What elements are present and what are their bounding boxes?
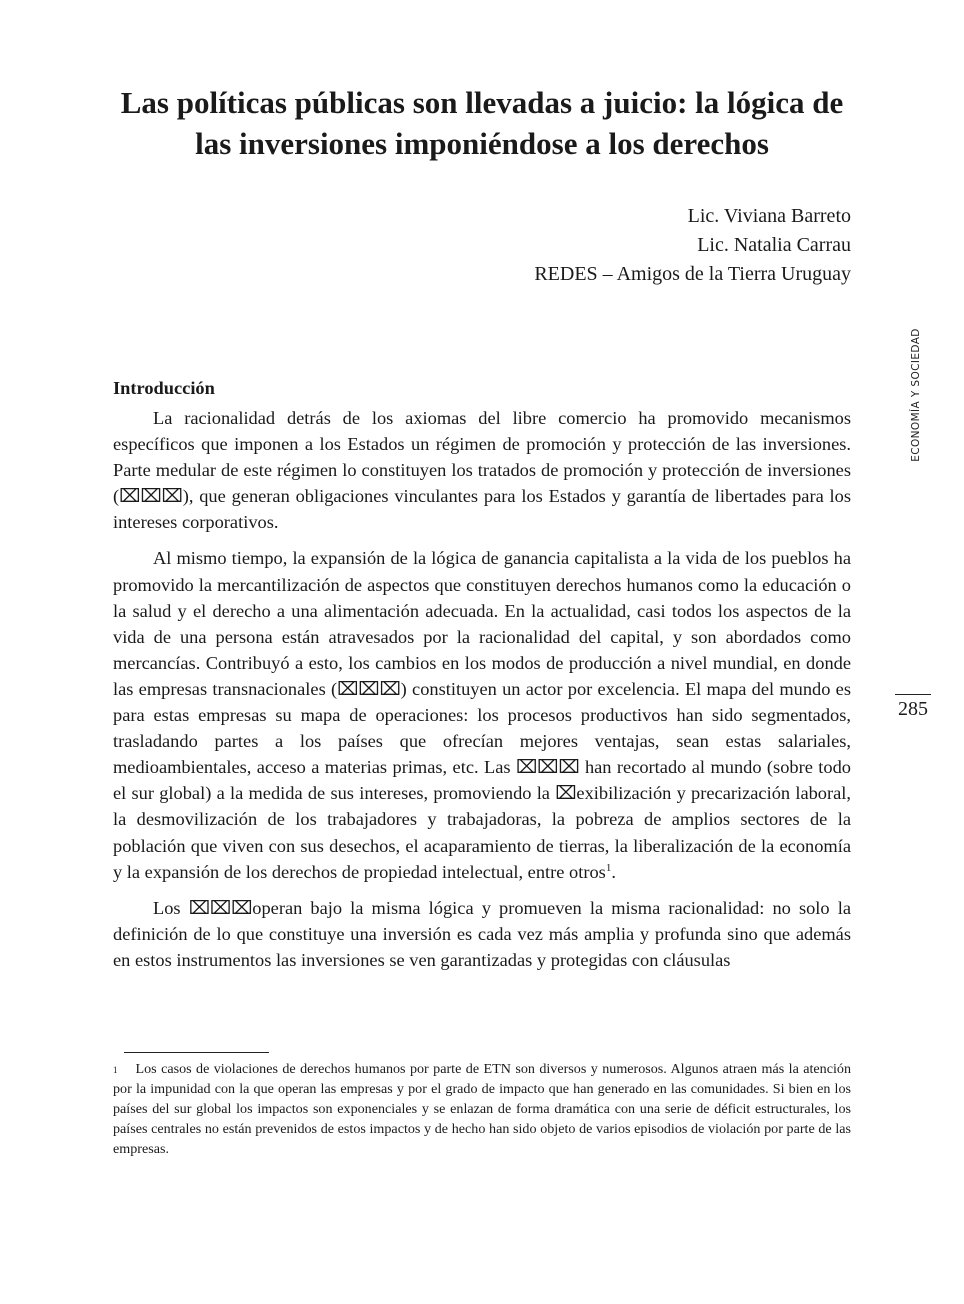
paragraph bbox=[113, 545, 851, 884]
author-affiliation: REDES – Amigos de la Tierra Uruguay bbox=[534, 263, 851, 285]
footnote bbox=[113, 1059, 851, 1159]
paragraph bbox=[113, 405, 851, 535]
author-block bbox=[534, 202, 851, 289]
section-side-label bbox=[910, 300, 922, 490]
footnote-rule bbox=[124, 1052, 269, 1053]
footnote-mark: 1 bbox=[113, 1065, 118, 1075]
article-title: Las políticas públicas son llevadas a juicio: la lógica de las inversiones imponiéndose a los derechos bbox=[120, 85, 844, 161]
author-name: Lic. Viviana Barreto bbox=[687, 205, 851, 227]
side-label-text: ECONOMÍA Y SOCIEDAD bbox=[910, 328, 922, 462]
section-heading: Introducción bbox=[113, 378, 215, 398]
footnote-reference[interactable]: 1 bbox=[605, 861, 612, 874]
author-name: Lic. Natalia Carrau bbox=[697, 234, 851, 256]
paragraph-text: Los ⌧⌧⌧operan bajo la misma lógica y promueven la misma racionalidad: no solo la definición de lo que constituye una inversión es cada vez más amplia y profunda sino que además en estos instrumentos las inversiones se ven garantizadas y protegidas con cláusulas bbox=[113, 897, 851, 970]
main-text bbox=[113, 375, 851, 983]
paragraph bbox=[113, 895, 851, 973]
paragraph-end: . bbox=[611, 861, 616, 882]
page-number: 285 bbox=[898, 698, 928, 720]
paragraph-text: La racionalidad detrás de los axiomas del libre comercio ha promovido mecanismos específicos que imponen a los Estados un régimen de promoción y protección de las inversiones. Parte medular de este régimen lo constituyen los tratados de promoción y protección de inversiones (⌧⌧⌧), que generan obligaciones vinculantes para los Estados y garantía de libertades para los intereses corporativos. bbox=[113, 408, 851, 533]
paragraph-text: Al mismo tiempo, la expansión de la lógica de ganancia capitalista a la vida de los pueblos ha promovido la mercantilización de aspectos que constituyen derechos humanos como la educación o la salud y el derecho a una alimentación adecuada. En la actualidad, casi todos los aspectos de la vida de una persona están atravesados por la racionalidad del capital, y son abordados como mercancías. Contribuyó a esto, los cambios en los modos de producción a nivel mundial, en donde las empresas transnacionales (⌧⌧⌧) constituyen un actor por excelencia. El mapa del mundo es para estas empresas su mapa de operaciones: los procesos productivos han sido segmentados, trasladando partes a los países que ofrecían mejores ventajas, sean estas salariales, medioambientales, acceso a materias primas, etc. Las ⌧⌧⌧ han recortado al mundo (sobre todo el sur global) a la medida de sus intereses, promoviendo la ⌧exibilización y precarización laboral, la desmovilización de los trabajadores y trabajadoras, la pobreza de amplios sectores de la población que viven con sus desechos, el acaparamiento de tierras, la liberalización de la economía y la expansión de los derechos de propiedad intelectual, entre otros bbox=[113, 548, 851, 882]
page-number-rule bbox=[895, 694, 931, 695]
footnote-text: Los casos de violaciones de derechos humanos por parte de ETN son diversos y numerosos. Algunos atraen más la atención por la impunidad con la que operan las empresas y por el grado de impacto que han generado en las comunidades. Si bien en los países del sur global los impactos son exponenciales y se enlazan de forma dramática con una serie de déficit estructurales, los países centrales no están prevenidos de estos impactos y de hecho han sido objeto de varios episodios de violación por parte de las empresas. bbox=[113, 1061, 851, 1157]
